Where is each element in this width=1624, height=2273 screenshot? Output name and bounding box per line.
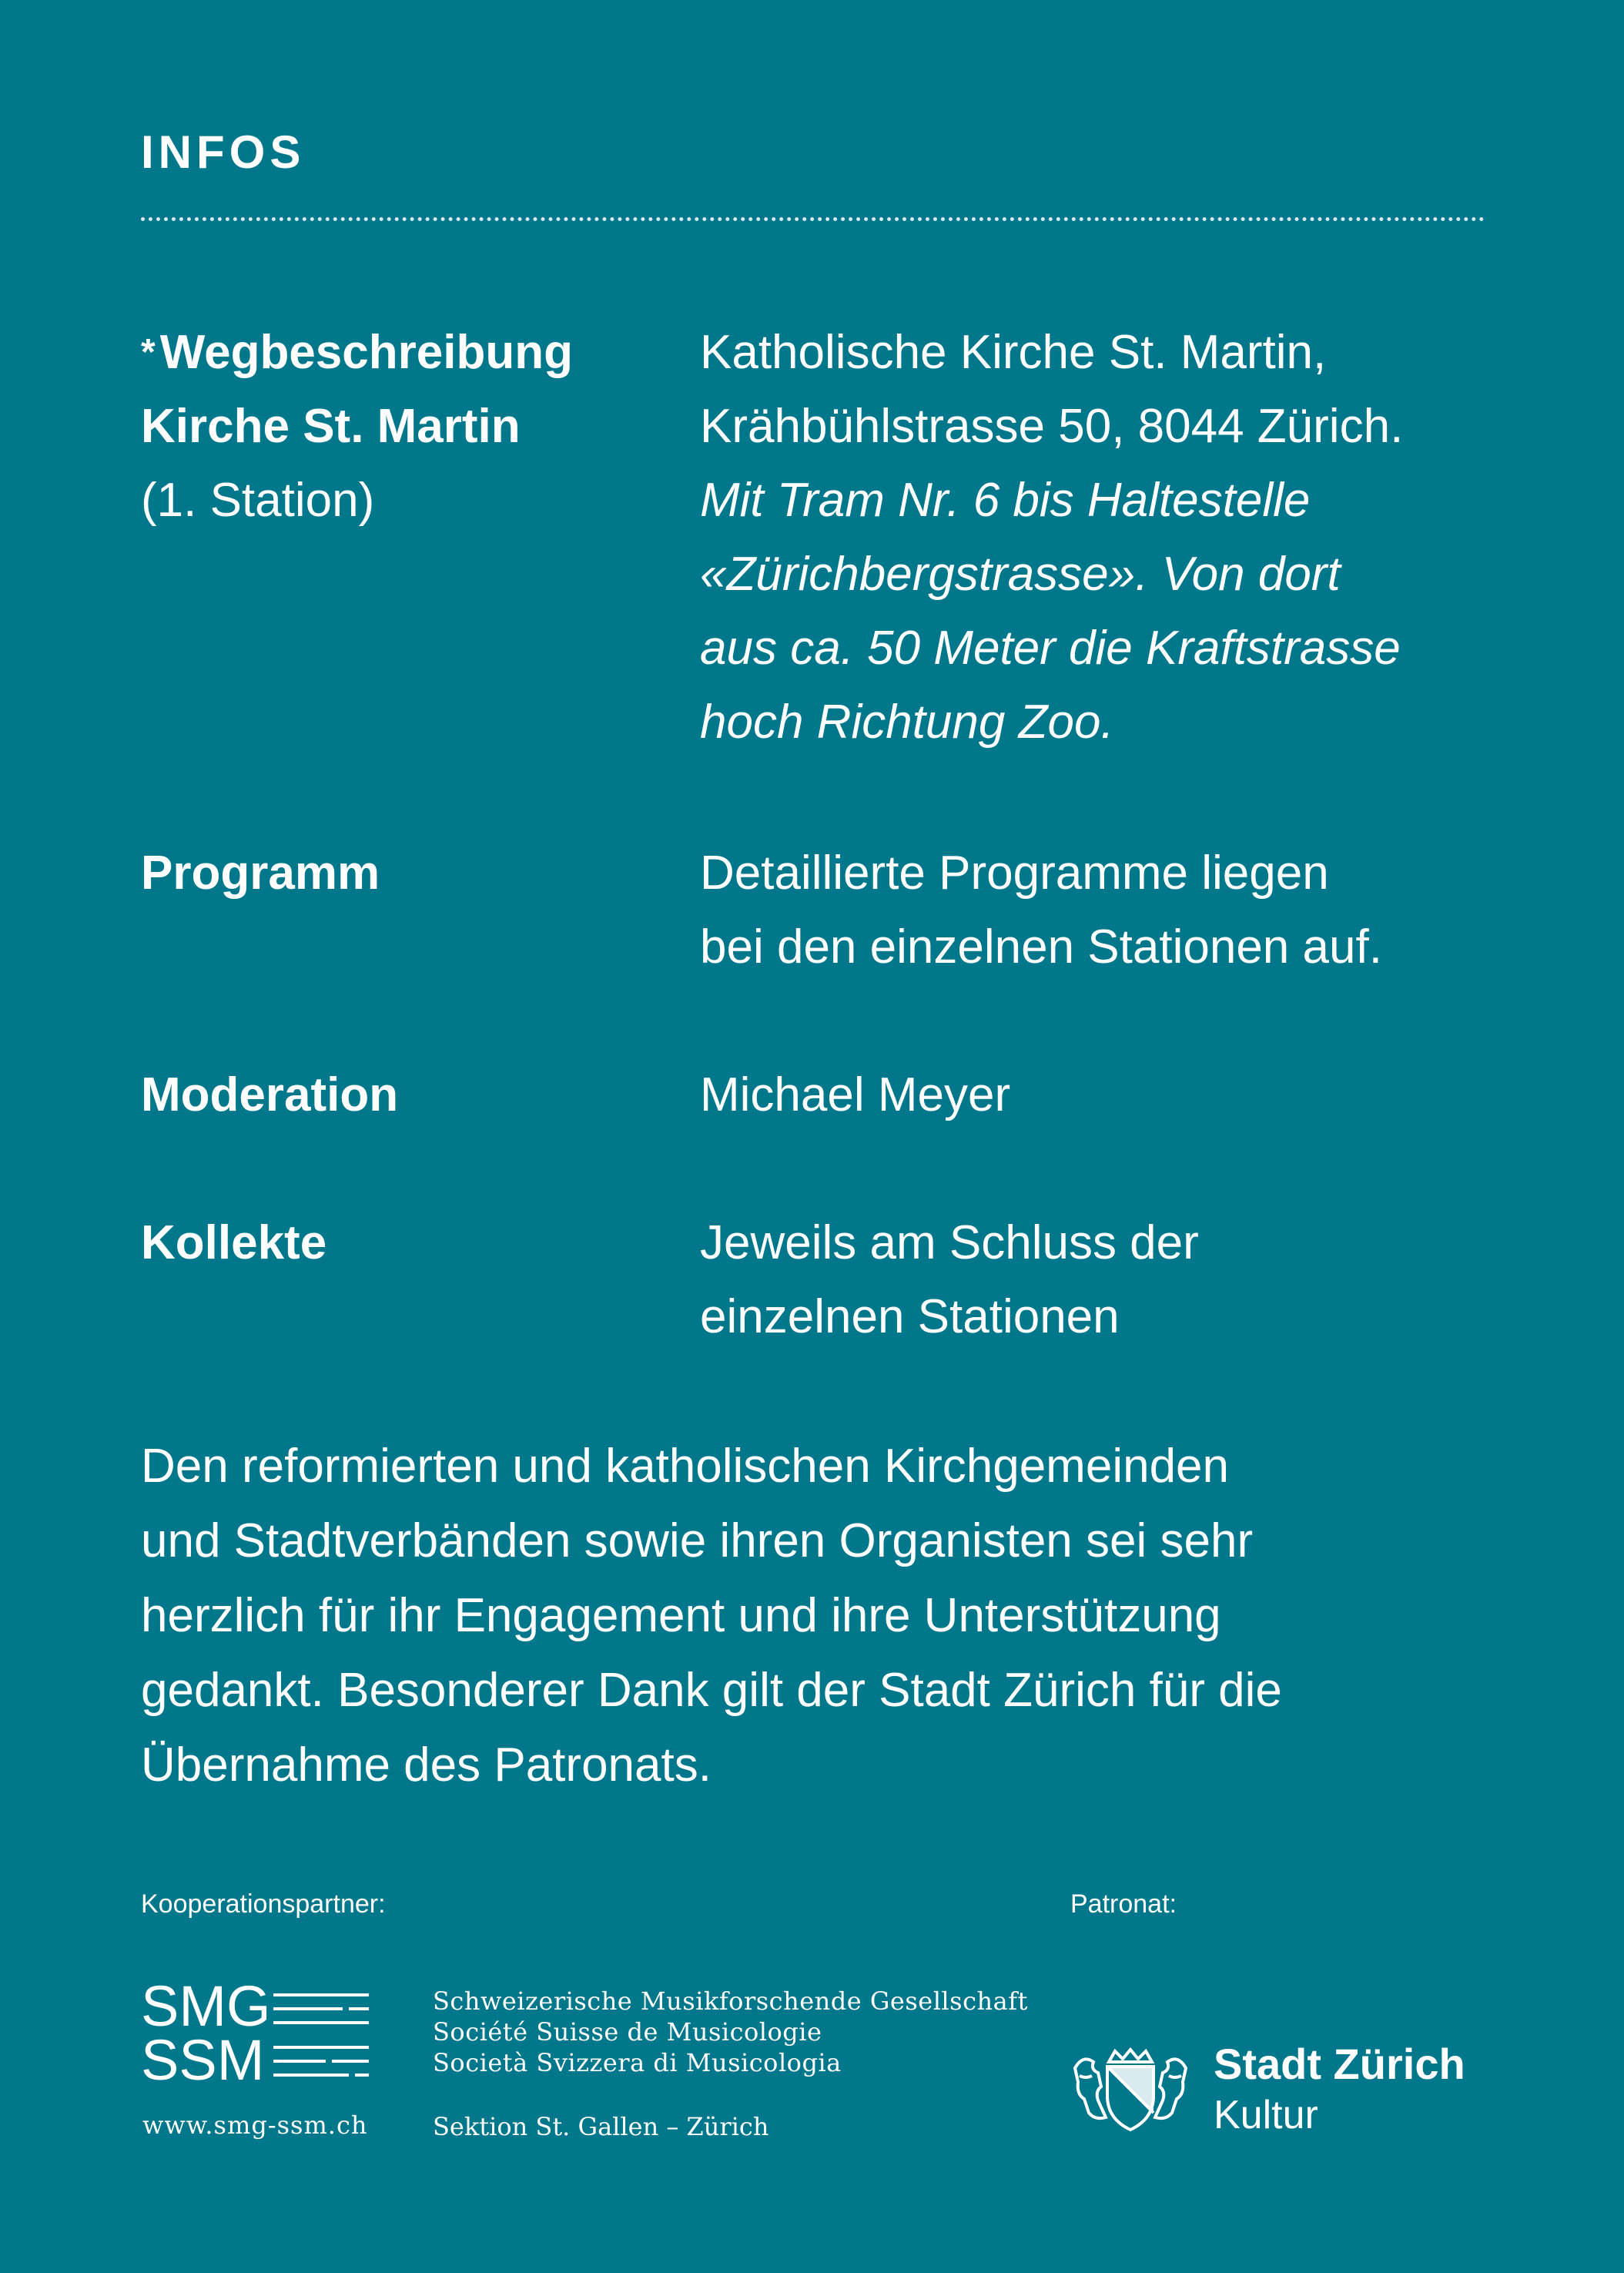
thanks-line: gedankt. Besonderer Dank gilt der Stadt Zürich für die	[141, 1664, 1282, 1717]
value-line: Krähbühlstrasse 50, 8044 Zürich.	[700, 400, 1404, 453]
info-label-program: Programm	[141, 847, 380, 900]
smg-logo-graphic	[141, 1978, 372, 2094]
asterisk-mark: *	[141, 332, 156, 373]
patronage-label: Patronat:	[1070, 1889, 1177, 1919]
directions-line: aus ca. 50 Meter die Kraftstrasse	[700, 622, 1401, 675]
label-line: Wegbeschreibung	[159, 326, 573, 379]
smg-name-line: Società Svizzera di Musicologia	[433, 2048, 842, 2077]
info-row-program	[141, 836, 1496, 984]
info-value-program	[700, 836, 1496, 984]
info-row-collection	[141, 1206, 1496, 1354]
page-title: INFOS	[141, 126, 306, 178]
info-label-directions	[141, 316, 700, 759]
value-line: Jeweils am Schluss der	[700, 1216, 1199, 1269]
directions-line: «Zürichbergstrasse». Von dort	[700, 548, 1341, 601]
info-value-directions	[700, 316, 1496, 759]
smg-url-link[interactable]: www.smg-ssm.ch	[142, 2110, 368, 2140]
zurich-subtitle: Kultur	[1214, 2093, 1318, 2137]
staff-lines-icon	[273, 1995, 369, 2075]
smg-logo	[141, 1978, 372, 2094]
smg-name-line: Schweizerische Musikforschende Gesellschaft	[433, 1986, 1028, 2016]
info-label-collection: Kollekte	[141, 1216, 327, 1269]
thanks-paragraph	[141, 1429, 1496, 1802]
value-line: Katholische Kirche St. Martin,	[700, 326, 1327, 379]
zurich-crest-icon	[1069, 2045, 1192, 2137]
value-line: Detaillierte Programme liegen	[700, 847, 1329, 900]
thanks-line: herzlich für ihr Engagement und ihre Unterstützung	[141, 1589, 1221, 1642]
info-row-directions	[141, 316, 1496, 759]
dotted-divider	[141, 217, 1485, 221]
info-value-moderation	[700, 1058, 1496, 1132]
value-line: bei den einzelnen Stationen auf.	[700, 920, 1382, 974]
smg-names	[433, 1986, 1028, 2078]
label-line: Kirche St. Martin	[141, 400, 521, 453]
smg-name-line: Société Suisse de Musicologie	[433, 2017, 822, 2047]
partner-label: Kooperationspartner:	[141, 1889, 386, 1919]
info-label-moderation: Moderation	[141, 1068, 399, 1121]
value-line: Michael Meyer	[700, 1068, 1011, 1121]
zurich-title: Stadt Zürich	[1214, 2040, 1465, 2088]
smg-logo-text-1: SMG	[141, 1978, 271, 2038]
smg-logo-text-2: SSM	[141, 2028, 265, 2092]
label-sub: (1. Station)	[141, 474, 375, 527]
thanks-line: Den reformierten und katholischen Kirchgemeinden	[141, 1440, 1230, 1493]
directions-line: hoch Richtung Zoo.	[700, 696, 1114, 749]
value-line: einzelnen Stationen	[700, 1290, 1120, 1343]
info-value-collection	[700, 1206, 1496, 1354]
thanks-line: Übernahme des Patronats.	[141, 1738, 712, 1792]
info-row-moderation	[141, 1058, 1496, 1132]
smg-section: Sektion St. Gallen – Zürich	[433, 2112, 769, 2141]
thanks-line: und Stadtverbänden sowie ihren Organisten sei sehr	[141, 1514, 1254, 1567]
directions-line: Mit Tram Nr. 6 bis Haltestelle	[700, 474, 1311, 527]
